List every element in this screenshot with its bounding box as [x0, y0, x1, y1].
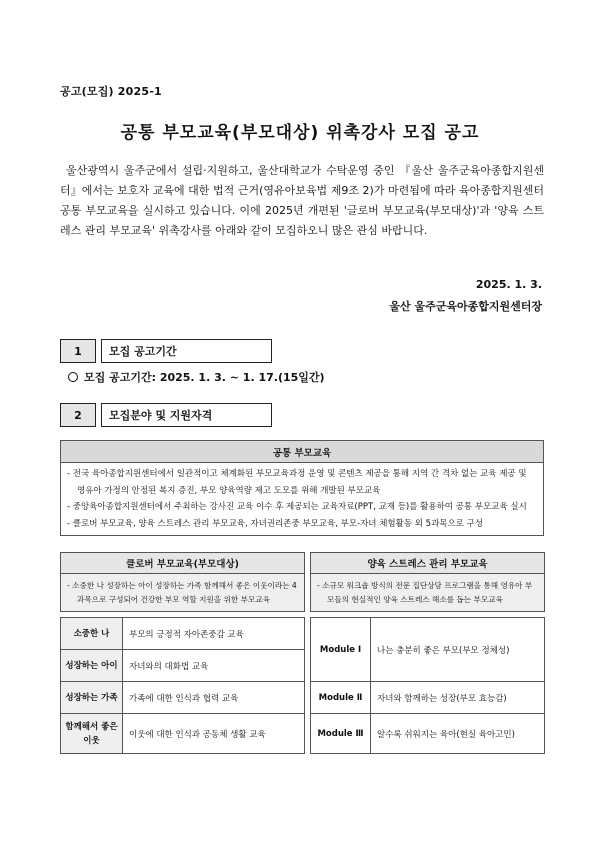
section-1-title: 모집 공고기간 [101, 339, 272, 363]
section-2-title: 모집분야 및 지원자격 [101, 403, 272, 427]
module-2-content: 자녀와 함께하는 성장(부모 효능감) [371, 682, 545, 714]
notice-number: 공고(모집) 2025-1 [60, 85, 162, 98]
common-bullet-3: - 클로버 부모교육, 양육 스트레스 관리 부모교육, 자녀권리존중 부모교육, 부모-자녀 체험활동 외 5과목으로 구성 [67, 518, 484, 529]
program-table [60, 552, 545, 754]
common-bullet-1: - 전국 육아종합지원센터에서 일관적이고 체계화된 부모교육과정 운영 및 콘텐츠 제공을 통해 지역 간 격차 없는 교육 제공 및 영유아 가정의 안정된 복지 증진, 부모 양육역량 제고 도모를 위해 개발된 부모교육 [67, 469, 527, 496]
recruitment-period [68, 369, 325, 385]
clover-label-1: 소중한 나 [61, 618, 123, 650]
stress-education-header: 양육 스트레스 관리 부모교육 [311, 553, 545, 574]
common-education-bullets [61, 463, 544, 536]
module-2-label: Module Ⅱ [311, 682, 371, 714]
section-2-number: 2 [60, 403, 96, 427]
recruitment-period-text: 모집 공고기간: 2025. 1. 3. ~ 1. 17.(15일간) [84, 371, 325, 384]
clover-content-1: 부모의 긍정적 자아존중감 교육 [123, 618, 305, 650]
stress-desc-text: - 소규모 워크숍 방식의 전문 집단상담 프로그램을 통해 영유아 부모들의 현실적인 양육 스트레스 해소를 돕는 부모교육 [317, 580, 533, 604]
clover-label-2: 성장하는 아이 [61, 650, 123, 682]
notice-date: 2025. 1. 3. [475, 278, 542, 291]
clover-education-desc [61, 574, 305, 612]
common-bullet-2: - 중앙육아종합지원센터에서 주최하는 강사진 교육 이수 후 제공되는 교육자료(PPT, 교재 등)를 활용하여 공통 부모교육 실시 [67, 502, 527, 512]
circle-bullet-icon [68, 372, 78, 382]
module-3-content: 알수록 쉬워지는 육아(현실 육아고민) [371, 714, 545, 754]
clover-content-4: 이웃에 대한 인식과 공동체 생활 교육 [123, 714, 305, 754]
page-title: 공통 부모교육(부모대상) 위촉강사 모집 공고 [120, 123, 480, 143]
clover-label-4: 함께해서 좋은 이웃 [61, 714, 123, 754]
section-1-number: 1 [60, 339, 96, 363]
common-education-header: 공통 부모교육 [61, 441, 544, 463]
clover-content-2: 자녀와의 대화법 교육 [123, 650, 305, 682]
clover-content-3: 가족에 대한 인식과 협력 교육 [123, 682, 305, 714]
module-3-label: Module Ⅲ [311, 714, 371, 754]
issuing-organization: 울산 울주군육아종합지원센터장 [389, 300, 542, 313]
stress-education-desc [311, 574, 545, 612]
clover-desc-text: - 소중한 나 성장하는 아이 성장하는 가족 함께해서 좋은 이웃이라는 4과목으로 구성되어 건강한 부모 역할 지원을 위한 부모교육 [67, 580, 297, 604]
intro-paragraph: 울산광역시 울주군에서 설립·지원하고, 울산대학교가 수탁운영 중인 『울산 울주군육아종합지원센터』에서는 보호자 교육에 대한 법적 근거(영유아보육법 제9조 2)가 마련됨에 따라 육아종합지원센터 공통 부모교육을 실시하고 있습니다. 이에 2025년 개편된 '글로버 부모교육(부모대상)'과 '양육 스트레스 관리 부모교육' 위촉강사를 아래와 같이 모집하오니 많은 관심 바랍니다. [60, 164, 544, 237]
common-education-table [60, 440, 544, 536]
clover-education-header: 클로버 부모교육(부모대상) [61, 553, 305, 574]
module-1-label: Module Ⅰ [311, 618, 371, 682]
clover-label-3: 성장하는 가족 [61, 682, 123, 714]
module-1-content: 나는 충분히 좋은 부모(부모 정체성) [371, 618, 545, 682]
